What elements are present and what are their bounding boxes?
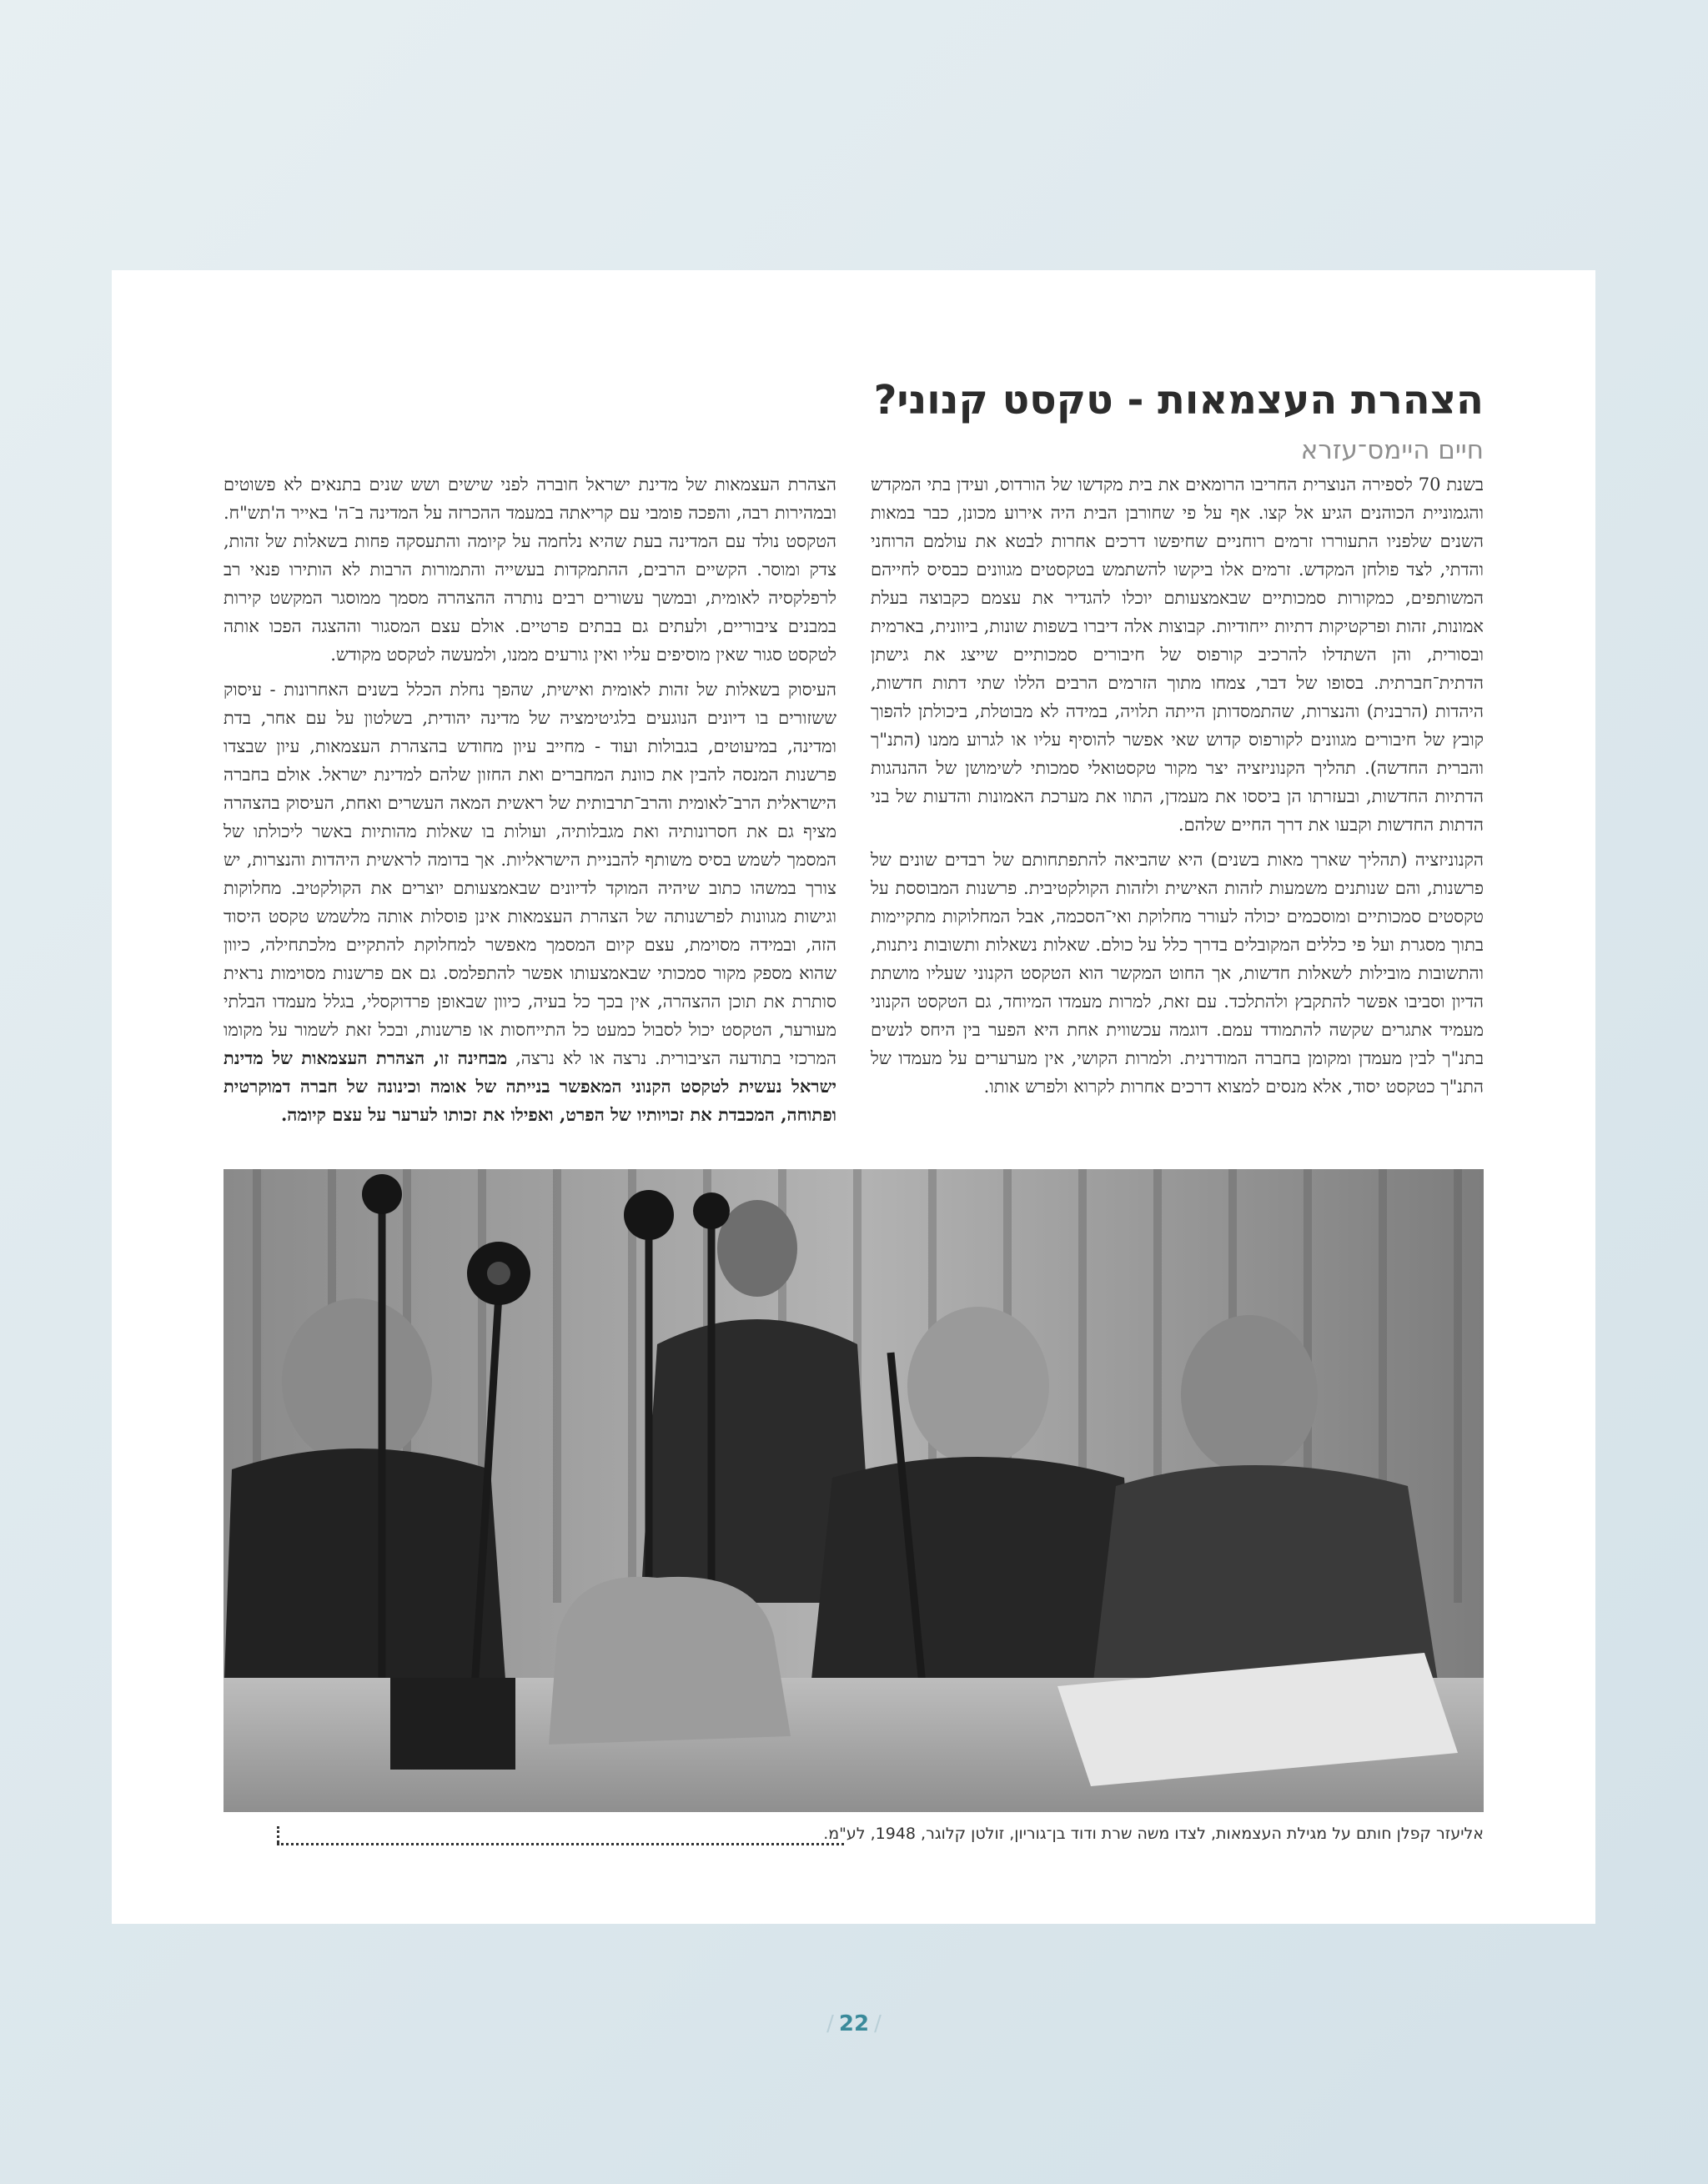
- page-number-value: 22: [838, 2011, 870, 2036]
- paragraph: הצהרת העצמאות של מדינת ישראל חוברה לפני שישים ושש שנים בתנאים לא פשוטים ובמהירות רבה, והפכה פומבי עם קריאתה במעמד ההכרזה על המדינה ב־ה' באייר ה'תש"ח. הטקסט נולד עם המדינה בעת שהיא נלחמה על קיומה והתעסקה פחות בשאלות של זהות, צדק ומוסר. הקשיים הרבים, ההתמקדות בעשייה והתמורות הרבות לא הותירו פנאי רב לרפלקסיה לאומית, ובמשך עשורים רבים נותרה ההצהרה מסמך ממוסגר המקשט קירות במבנים ציבוריים, ולעתים גם בבתים פרטיים. אולם עצם המסגור וההצגה הפכו אותה לטקסט סגור שאין מוסיפים עליו ואין גורעים ממנו, ולמעשה לטקסט מקודש.: [224, 474, 836, 665]
- article-author: חיים היימס־עזרא: [1300, 435, 1484, 465]
- page-number-slash-right: /: [874, 2011, 882, 2036]
- paragraph: בשנת 70 לספירה הנוצרית החריבו הרומאים את בית מקדשו של הורדוס, ועידן בתי המקדש והגמוניית הכוהנים הגיע אל קצו. אף על פי שחורבן הבית היה אירוע מכונן, כבר במאות השנים שלפניו התעוררו זרמים רוחניים שחיפשו דרכים אחרות לבטא את עולמם הרוחני והדתי, לצד פולחן המקדש. זרמים אלו ביקשו להשתמש בטקסטים מגוונים כבסיס לחייהם המשותפים, כמקורות סמכותיים שבאמצעותם יוכלו להגדיר את עצמם כקבוצה בעלת אמונות, זהות ופרקטיקות דתיות ייחודיות. קבוצות אלה דיברו בשפות שונות, ביוונית, בארמית ובסורית, והן השתדלו להרכיב קורפוס של חיבורים סמכותיים שייצג את גישתן הדתית־חברתית. בסופו של דבר, צמחו מתוך הזרמים הרבים הללו שתי דתות חדשות, היהדות (הרבנית) והנצרות, שהתמסדותן הייתה תלויה, במידה לא מבוטלת, ביכולתן להפוך קובץ של חיבורים מגוונים לקורפוס קדוש שאי אפשר להוסיף עליו או לגרוע ממנו (התנ"ך והברית החדשה). תהליך הקנוניזציה יצר מקור טקסטואלי סמכותי לשימושן של ההנהגות הדתיות החדשות, ובעזרתו הן ביססו את מעמדן, התוו את מערכת האמונות והדעות של בני הדתות החדשות וקבעו את דרך החיים שלהם.: [871, 474, 1484, 835]
- caption-dotted-leader: [277, 1843, 844, 1845]
- photo-caption: אליעזר קפלן חותם על מגילת העצמאות, לצדו משה שרת ודוד בן־גוריון, זולטן קלוגר, 1948, לע"מ.: [823, 1825, 1484, 1843]
- page-number-slash-left: /: [826, 2011, 834, 2036]
- article-column-right: [871, 470, 1484, 1107]
- caption-dotted-tick: [277, 1826, 279, 1843]
- paragraph: הקנוניזציה (תהליך שארך מאות בשנים) היא שהביאה להתפתחותם של רבדים שונים של פרשנות, והם שנותנים משמעות לזהות האישית ולזהות הקולקטיבית. פרשנות המבוססת על טקסטים סמכותיים ומוסכמים יכולה לעורר מחלוקת ואי־הסכמה, אבל המחלוקות מתקיימות בתוך מסגרת ועל פי כללים המקובלים בדרך כלל על כולם. שאלות נשאלות ותשובות ניתנות, והתשובות מובילות לשאלות חדשות, אך החוט המקשר הוא הטקסט הקנוני שעליו מושתת הדיון וסביבו אפשר להתקבץ ולהתלכד. עם זאת, למרות מעמדו המיוחד, גם הטקסט הקנוני מעמיד אתגרים שקשה להתמודד עמם. דוגמה עכשווית אחת היא הפער בין היחס לנשים בתנ"ך לבין מעמדן ומקומן בחברה המודרנית. ולמרות הקושי, אין מערערים על מעמדו של התנ"ך כטקסט יסוד, אלא מנסים למצוא דרכים אחרות לקרוא ולפרש אותו.: [871, 850, 1484, 1097]
- photo-caption-row: [277, 1821, 1484, 1855]
- article-page: [112, 270, 1595, 1924]
- article-column-left: [224, 470, 836, 1136]
- historical-photo: [224, 1169, 1484, 1812]
- paragraph-text: העיסוק בשאלות של זהות לאומית ואישית, שהפך נחלת הכלל בשנים האחרונות - עיסוק ששזורים בו דיונים הנוגעים בלגיטימציה של מדינה יהודית, בשלטון על עם אחר, בדת ומדינה, במיעוטים, בגבולות ועוד - מחייב עיון מחודש בהצהרת העצמאות, עיון שבצדו פרשנות המנסה להבין את כוונת המחברים ואת החזון שלהם למדינת ישראל. אולם בחברה הישראלית הרב־לאומית והרב־תרבותית של ראשית המאה העשרים ואחת, העיסוק בהצהרה מציף גם את חסרונותיה ואת מגבלותיה, ועולות בו שאלות מהותיות באשר ליכולתו של המסמך לשמש בסיס משותף להבניית הישראליות. אך בדומה לראשית היהדות והנצרות, יש צורך במשהו כתוב שיהיה המוקד לדיונים שבאמצעותם יוצרים את הקולקטיב. מחלוקות וגישות מגוונות לפרשנותה של הצהרת העצמאות אינן פוסלות אותה מלשמש טקסט היסוד הזה, ובמידה מסוימת, עצם קיום המסמך מאפשר למחלוקת להתקיים מלכתחילה, כיוון שהוא מספק מקור סמכותי שבאמצעותו אפשר להתפלמס. גם אם פרשנות מסוימות נראית סותרת את תוכן ההצהרה, אין בכך כל בעיה, כיוון שבאופן פרדוקסלי, בגלל מעמדו הבלתי מעורער, הטקסט יכול לסבול כמעט כל התייחסות או פרשנות, ובכל זאת לשמור על מקומו המרכזי בתודעה הציבורית. נרצה או לא נרצה,: [224, 680, 836, 1068]
- photo-illustration: [224, 1169, 1484, 1812]
- paragraph-conclusion-bold: מבחינה זו, הצהרת העצמאות של מדינת ישראל נעשית לטקסט הקנוני המאפשר בנייתה של אומה וכינונה של חברה דמוקרטית ופתוחה, המכבדת את זכויותיו של הפרט, ואפילו את זכותו לערער על עצם קיומה.: [224, 1047, 836, 1125]
- page-number: [812, 2006, 896, 2042]
- article-title: הצהרת העצמאות - טקסט קנוני?: [873, 377, 1484, 424]
- paragraph: [224, 675, 836, 1129]
